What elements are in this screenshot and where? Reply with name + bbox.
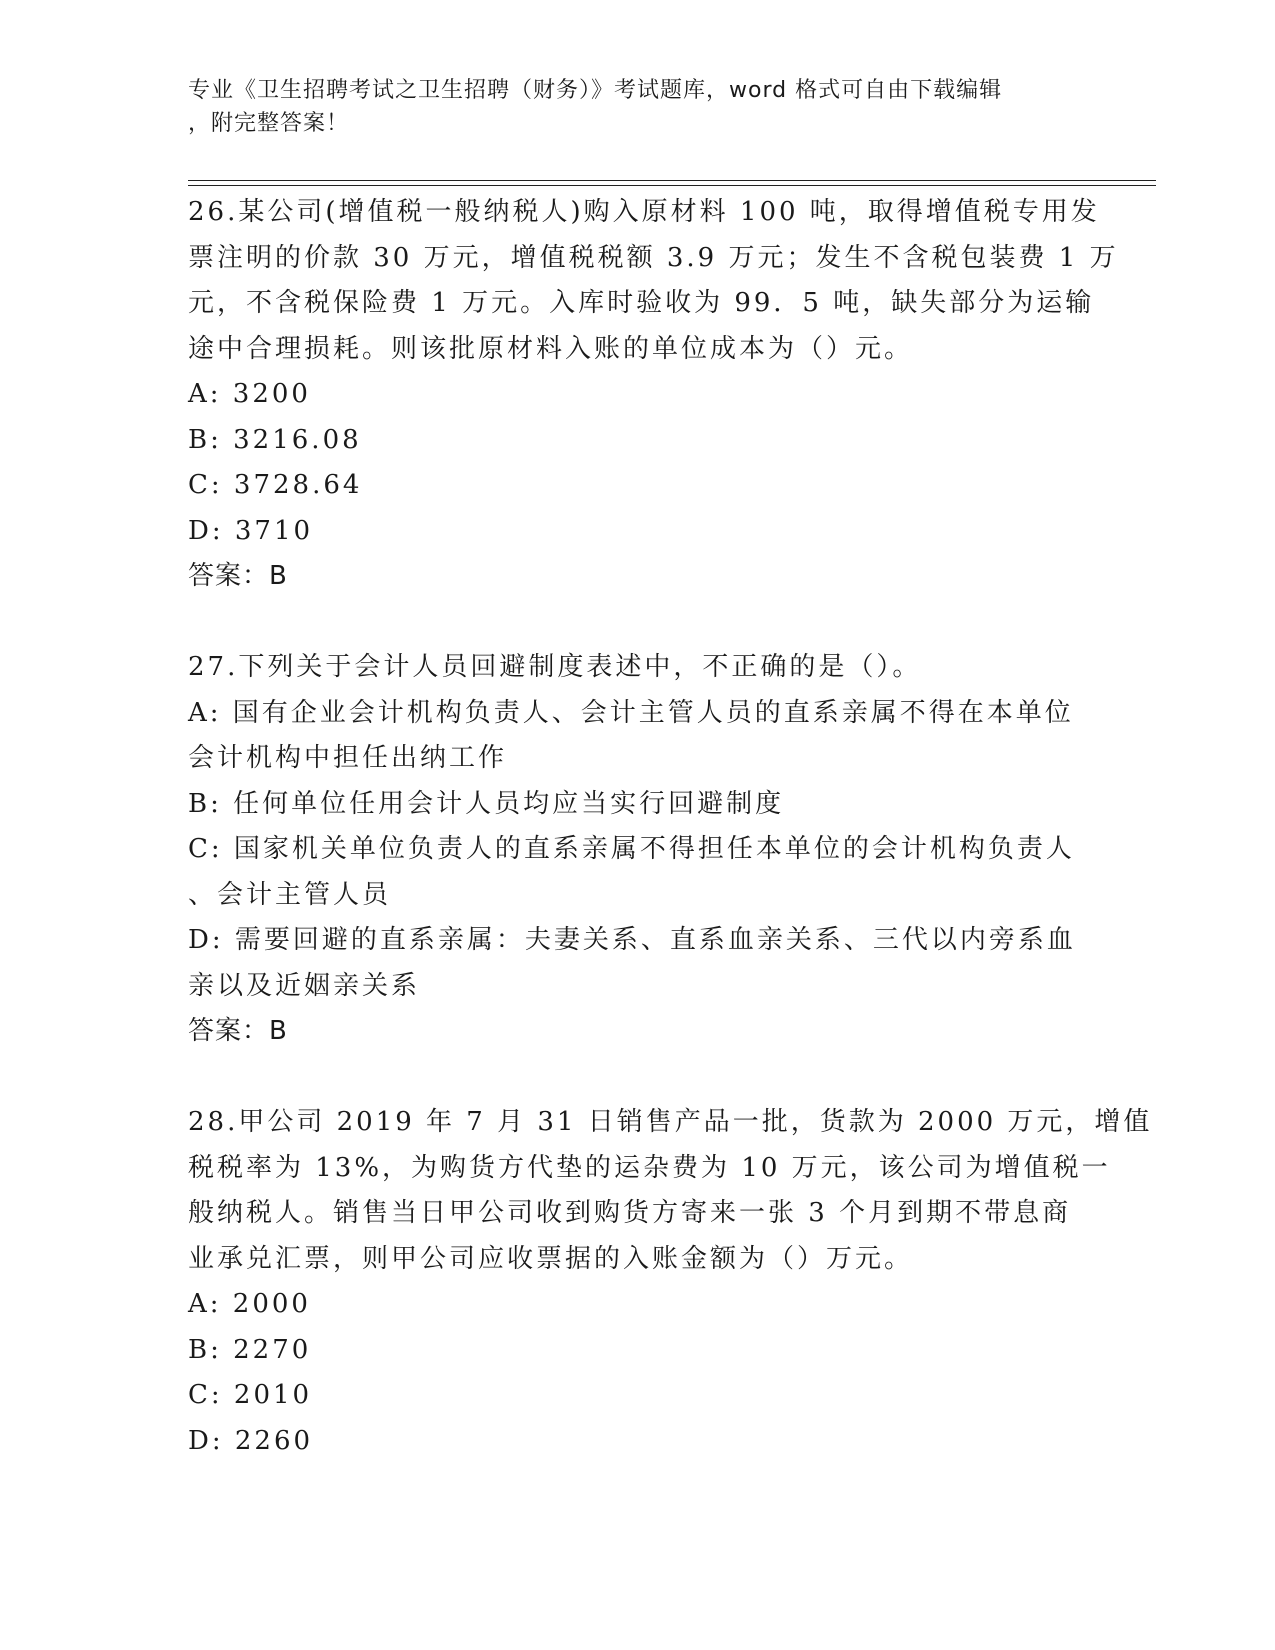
header-line: 专业《卫生招聘考试之卫生招聘（财务）》考试题库，word 格式可自由下载编辑 [188,78,1003,103]
question-text: 元，不含税保险费 1 万元。入库时验收为 99．5 吨，缺失部分为运输 [188,288,1095,318]
option-a: A: 3200 [188,379,311,409]
option-d: D: 2260 [188,1425,314,1456]
question-list [188,190,1153,1464]
document-header [188,74,1068,140]
option-a: A: 2000 [188,1289,311,1319]
question-text: 业承兑汇票，则甲公司应收票据的入账金额为（）万元。 [188,1243,914,1274]
option-b: B: 2270 [188,1334,312,1365]
question-26 [188,190,1119,600]
question-text: 28.甲公司 2019 年 7 月 31 日销售产品一批，货款为 2000 万元，增值 [188,1107,1153,1137]
question-spacer [188,1055,1068,1101]
option-a-continued: 会计机构中担任出纳工作 [188,743,508,773]
question-text: 26.某公司(增值税一般纳税人)购入原材料 100 吨，取得增值税专用发 [188,197,1100,227]
header-divider [188,185,1156,186]
option-c: C: 国家机关单位负责人的直系亲属不得担任本单位的会计机构负责人 [188,834,1075,864]
answer-label: 答案：B [188,561,288,591]
option-b: B: 任何单位任用会计人员均应当实行回避制度 [188,788,785,819]
header-divider [188,180,1156,181]
question-spacer [188,600,1068,646]
question-text: 般纳税人。销售当日甲公司收到购货方寄来一张 3 个月到期不带息商 [188,1198,1072,1228]
question-text: 途中合理损耗。则该批原材料入账的单位成本为（）元。 [188,333,914,364]
answer-label: 答案：B [188,1016,288,1046]
question-text: 票注明的价款 30 万元，增值税税额 3.9 万元；发生不含税包装费 1 万 [188,242,1119,273]
option-d-continued: 亲以及近姻亲关系 [188,970,421,1001]
option-c: C: 3728.64 [188,470,363,500]
header-line: ，附完整答案！ [188,111,350,136]
option-c-continued: 、会计主管人员 [188,879,392,910]
question-text: 税税率为 13%，为购货方代垫的运杂费为 10 万元，该公司为增值税一 [188,1152,1111,1183]
question-text: 27.下列关于会计人员回避制度表述中，不正确的是（）。 [188,652,922,682]
question-28 [188,1100,1153,1464]
option-d: D: 需要回避的直系亲属：夫妻关系、直系血亲关系、三代以内旁系血 [188,925,1076,955]
option-c: C: 2010 [188,1380,313,1410]
question-27 [188,645,1076,1055]
option-a: A: 国有企业会计机构负责人、会计主管人员的直系亲属不得在本单位 [188,697,1074,728]
option-d: D: 3710 [188,515,314,546]
option-b: B: 3216.08 [188,424,362,455]
